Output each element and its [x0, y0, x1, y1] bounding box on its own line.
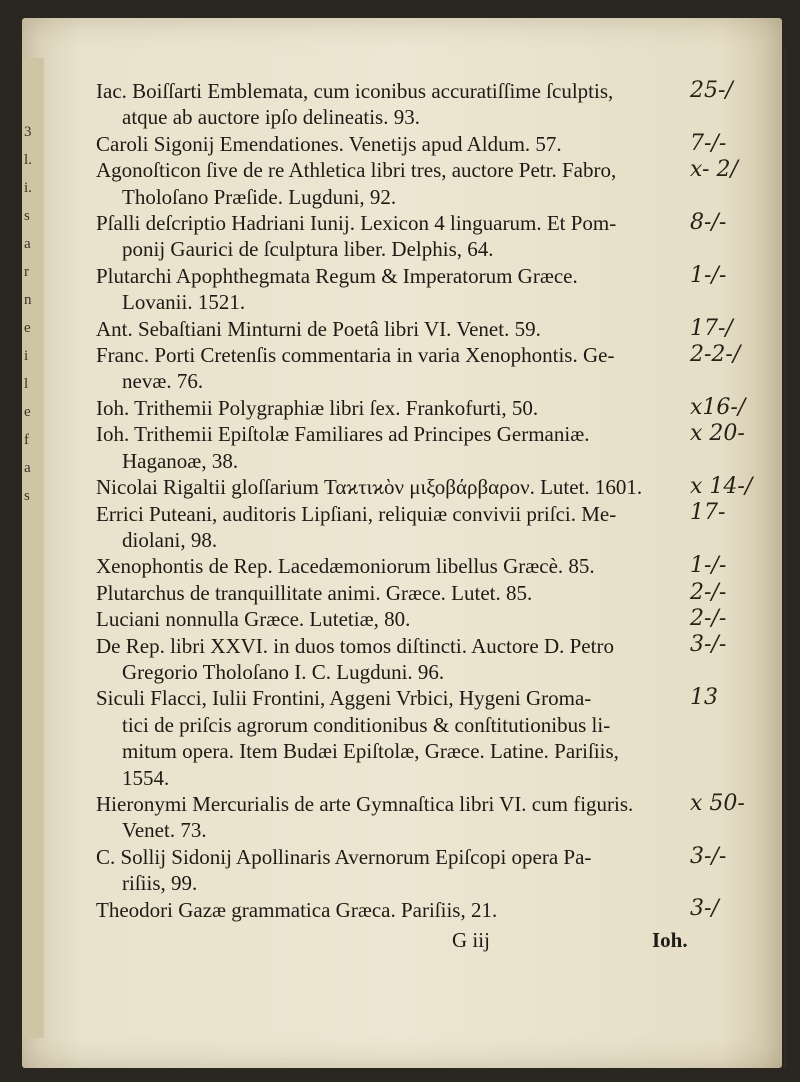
entry-continuation-line: riſiis, 99. [122, 871, 198, 896]
entry-continuation-line: diolani, 98. [122, 527, 218, 552]
entry-continuation-line: tici de priſcis agrorum conditionibus & conſtitutionibus li- [122, 712, 611, 737]
entry-first-line: Iac. Boiſſarti Emblemata, cum iconibus accuratiſſime ſculptis, [96, 79, 614, 103]
price-annotation: x 50- [690, 790, 745, 816]
entry-continuation-line: Gregorio Tholoſano I. C. Lugduni. 96. [122, 659, 445, 684]
entry-first-line: Pſalli deſcriptio Hadriani Iunij. Lexicon 4 linguarum. Et Pom- [96, 211, 617, 236]
signature-mark: G iij [452, 928, 490, 952]
catalogue-entry [96, 316, 696, 342]
entry-continuation-line: Venet. 73. [122, 818, 207, 843]
catalogue-entry [96, 501, 696, 554]
catalogue-entry [96, 897, 696, 923]
entry-first-line: Agonoſticon ſive de re Athletica libri tres, auctore Petr. Fabro, [96, 158, 617, 183]
price-annotation: 13 [690, 685, 718, 711]
pencil-price-rule [784, 48, 786, 1068]
entry-continuation-line: nevæ. 76. [122, 369, 204, 394]
price-annotation: 3-/ [690, 896, 719, 922]
catalogue-entry [96, 342, 696, 395]
entry-first-line: C. Sollij Sidonij Apollinaris Avernorum Epiſcopi opera Pa- [96, 844, 592, 869]
catalogue-entry [96, 606, 696, 632]
catalogue-entry [96, 474, 696, 500]
entry-first-line: Nicolai Rigaltii gloſſarium Ταϰτιϰὸν μιξοβάρβαρον. Lutet. 1601. [96, 475, 643, 500]
entry-first-line: Luciani nonnulla Græce. Lutetiæ, 80. [96, 607, 411, 632]
price-annotation: 3-/- [690, 843, 727, 869]
entry-continuation-line: Lovanii. 1521. [122, 290, 246, 315]
page-footer [96, 928, 696, 958]
facing-page-letter: e [24, 320, 31, 336]
price-annotation: 7-/- [690, 130, 727, 156]
price-annotation: 17-/ [690, 315, 733, 341]
entry-first-line: Theodori Gazæ grammatica Græca. Pariſiis, 21. [96, 897, 498, 922]
catalogue-entry [96, 395, 696, 421]
price-annotation: 3-/- [690, 632, 727, 658]
entry-first-line: Ant. Sebaſtiani Minturni de Poetâ libri VI. Venet. 59. [96, 316, 541, 341]
entry-first-line: Plutarchus de tranquillitate animi. Græce. Lutet. 85. [96, 580, 533, 605]
entry-continuation-line: atque ab auctore ipſo delineatis. 93. [122, 105, 420, 130]
price-annotation: x 20- [690, 421, 745, 447]
entry-continuation-line: mitum opera. Item Budæi Epiſtolæ, Græce. Latine. Pariſiis, [122, 739, 619, 764]
entry-first-line: Errici Puteani, auditoris Lipſiani, reliquiæ convivii priſci. Me- [96, 501, 617, 526]
entry-continuation-line: Haganoæ, 38. [122, 448, 239, 473]
price-annotation: x- 2/ [690, 157, 738, 183]
price-annotation: 2-/- [690, 606, 727, 631]
facing-page-letter: f [24, 432, 29, 448]
price-annotation: 17- [690, 500, 726, 526]
catalogue-entry [96, 844, 696, 897]
price-annotation: 2-/- [690, 579, 727, 605]
facing-page-letter: i. [24, 180, 32, 196]
catchword: Ioh. [652, 928, 688, 952]
entry-first-line: Plutarchi Apophthegmata Regum & Imperatorum Græce. [96, 263, 578, 288]
facing-page-letter: n [24, 292, 32, 308]
price-annotation: 1-/- [690, 553, 727, 579]
facing-page-letter: l [24, 376, 29, 392]
facing-page-letter: i [24, 348, 29, 364]
entry-first-line: Xenophontis de Rep. Lacedæmoniorum libellus Græcè. 85. [96, 554, 595, 579]
entry-first-line: Ioh. Trithemii Polygraphiæ libri ſex. Frankofurti, 50. [96, 395, 539, 420]
catalogue-entry [96, 263, 696, 316]
facing-page-letter: e [24, 404, 31, 420]
entry-continuation-line: Tholoſano Præſide. Lugduni, 92. [122, 184, 397, 209]
facing-page-letter: r [24, 264, 29, 280]
catalogue-entry [96, 791, 696, 844]
facing-page-letter: s [24, 208, 30, 224]
entry-first-line: Caroli Sigonij Emendationes. Venetijs apud Aldum. 57. [96, 131, 562, 156]
facing-page-letter: l. [24, 152, 32, 168]
entry-continuation-line: ponij Gaurici de ſculptura liber. Delphis, 64. [122, 237, 494, 262]
price-annotation: 1-/- [690, 262, 727, 288]
entry-first-line: Franc. Porti Cretenſis commentaria in varia Xenophontis. Ge- [96, 343, 615, 368]
entry-first-line: Siculi Flacci, Iulii Frontini, Aggeni Vrbici, Hygeni Groma- [96, 686, 592, 711]
catalogue-entry [96, 553, 696, 579]
entry-first-line: Hieronymi Mercurialis de arte Gymnaſtica libri VI. cum figuris. [96, 791, 634, 816]
facing-page-letter: a [24, 460, 31, 476]
catalogue-entry [96, 131, 696, 157]
catalogue-entry [96, 580, 696, 606]
price-annotation: 25-/ [690, 78, 733, 103]
catalogue-entry [96, 78, 696, 131]
price-annotation: 2-2-/ [690, 342, 741, 367]
catalogue-entry [96, 421, 696, 474]
price-annotation: x16-/ [690, 394, 746, 420]
catalogue-entry [96, 633, 696, 686]
catalogue-entry [96, 685, 696, 791]
catalogue-entries [96, 78, 696, 923]
facing-page-letter: s [24, 488, 30, 504]
price-annotation: 8-/- [690, 210, 727, 235]
entry-first-line: Ioh. Trithemii Epiſtolæ Familiares ad Principes Germaniæ. [96, 422, 590, 447]
catalogue-entry [96, 157, 696, 210]
entry-first-line: De Rep. libri XXVI. in duos tomos diſtincti. Auctore D. Petro [96, 633, 614, 658]
facing-page-letter: 3 [24, 124, 32, 140]
entry-continuation-line: 1554. [122, 765, 170, 790]
facing-page-letter: a [24, 236, 31, 252]
facing-page-fragments [24, 118, 40, 510]
facing-page-edge [22, 58, 44, 1038]
price-annotation: x 14-/ [690, 474, 753, 499]
catalogue-entry [96, 210, 696, 263]
